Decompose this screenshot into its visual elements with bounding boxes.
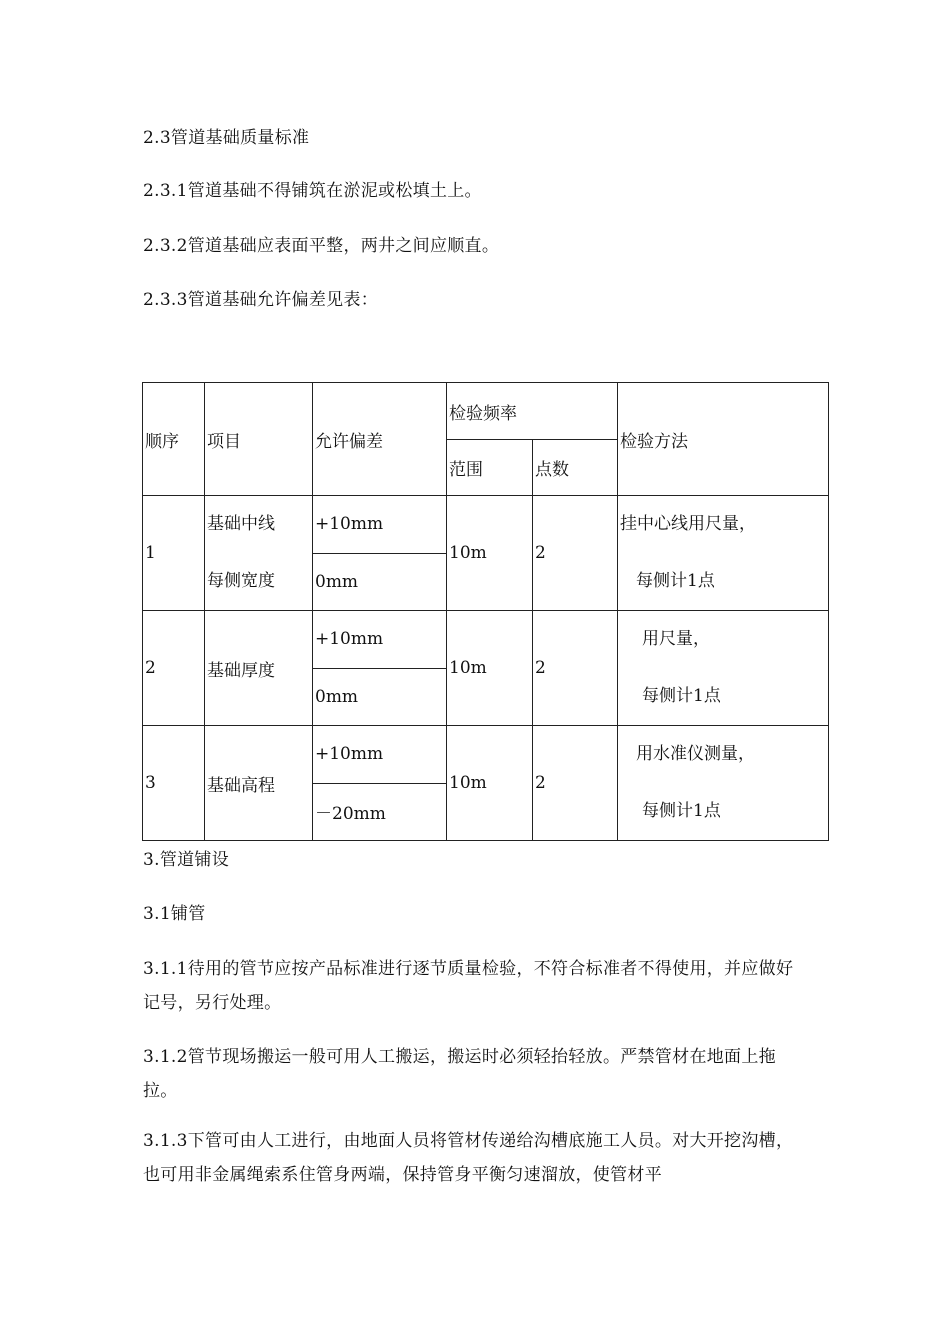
section-heading-3-1: 3.1铺管 <box>143 904 206 924</box>
cell-method-line2: 每侧计1点 <box>636 571 715 591</box>
clause-3-1-3: 3.1.3下管可由人工进行，由地面人员将管材传递给沟槽底施工人员。对大开挖沟槽，也可用非金属绳索系住管身两端，保持管身平衡匀速溜放，使管材平 <box>143 1131 794 1185</box>
cell-method <box>618 496 829 611</box>
cell-range: 10m <box>447 726 533 841</box>
table-row <box>143 496 829 554</box>
cell-method-line1: 挂中心线用尺量， <box>620 514 756 534</box>
header-method: 检验方法 <box>618 383 829 496</box>
cell-method <box>618 611 829 726</box>
clause-3-1-2: 3.1.2管节现场搬运一般可用人工搬运，搬运时必须轻抬轻放。严禁管材在地面上拖拉。 <box>143 1047 776 1101</box>
tolerance-table <box>142 382 829 841</box>
header-frequency: 检验频率 <box>447 383 618 440</box>
cell-item: 基础厚度 <box>205 611 313 726</box>
header-range: 范围 <box>447 440 533 496</box>
cell-item: 基础高程 <box>205 726 313 841</box>
cell-method-line2: 每侧计1点 <box>642 801 721 821</box>
cell-item-line2: 每侧宽度 <box>207 571 275 591</box>
table-row <box>143 611 829 669</box>
cell-tolerance-upper: +10mm <box>313 726 447 784</box>
cell-method <box>618 726 829 841</box>
cell-item-line1: 基础中线 <box>207 514 275 534</box>
cell-method-line1: 用尺量， <box>642 629 710 649</box>
section-heading-3: 3.管道铺设 <box>143 850 230 870</box>
cell-order: 2 <box>143 611 205 726</box>
cell-tolerance-upper: +10mm <box>313 611 447 669</box>
cell-range: 10m <box>447 496 533 611</box>
header-points: 点数 <box>533 440 618 496</box>
cell-tolerance-upper: +10mm <box>313 496 447 554</box>
header-tolerance: 允许偏差 <box>313 383 447 496</box>
header-order: 顺序 <box>143 383 205 496</box>
clause-2-3-3: 2.3.3管道基础允许偏差见表： <box>143 290 379 310</box>
cell-range: 10m <box>447 611 533 726</box>
cell-item <box>205 496 313 611</box>
cell-order: 3 <box>143 726 205 841</box>
clause-2-3-1: 2.3.1管道基础不得铺筑在淤泥或松填土上。 <box>143 181 482 201</box>
cell-tolerance-lower: 0mm <box>313 553 447 611</box>
cell-points: 2 <box>533 726 618 841</box>
cell-method-line2: 每侧计1点 <box>642 686 721 706</box>
cell-points: 2 <box>533 611 618 726</box>
cell-order: 1 <box>143 496 205 611</box>
cell-tolerance-lower: 0mm <box>313 668 447 726</box>
section-heading-2-3: 2.3管道基础质量标准 <box>143 128 310 148</box>
clause-3-1-1: 3.1.1待用的管节应按产品标准进行逐节质量检验，不符合标准者不得使用，并应做好记号，另行处理。 <box>143 959 794 1013</box>
table-row <box>143 726 829 784</box>
clause-2-3-2: 2.3.2管道基础应表面平整，两井之间应顺直。 <box>143 236 500 256</box>
cell-tolerance-lower: －20mm <box>313 783 447 841</box>
table-header-row <box>143 383 829 440</box>
cell-method-line1: 用水准仪测量， <box>636 744 755 764</box>
cell-points: 2 <box>533 496 618 611</box>
header-item: 项目 <box>205 383 313 496</box>
